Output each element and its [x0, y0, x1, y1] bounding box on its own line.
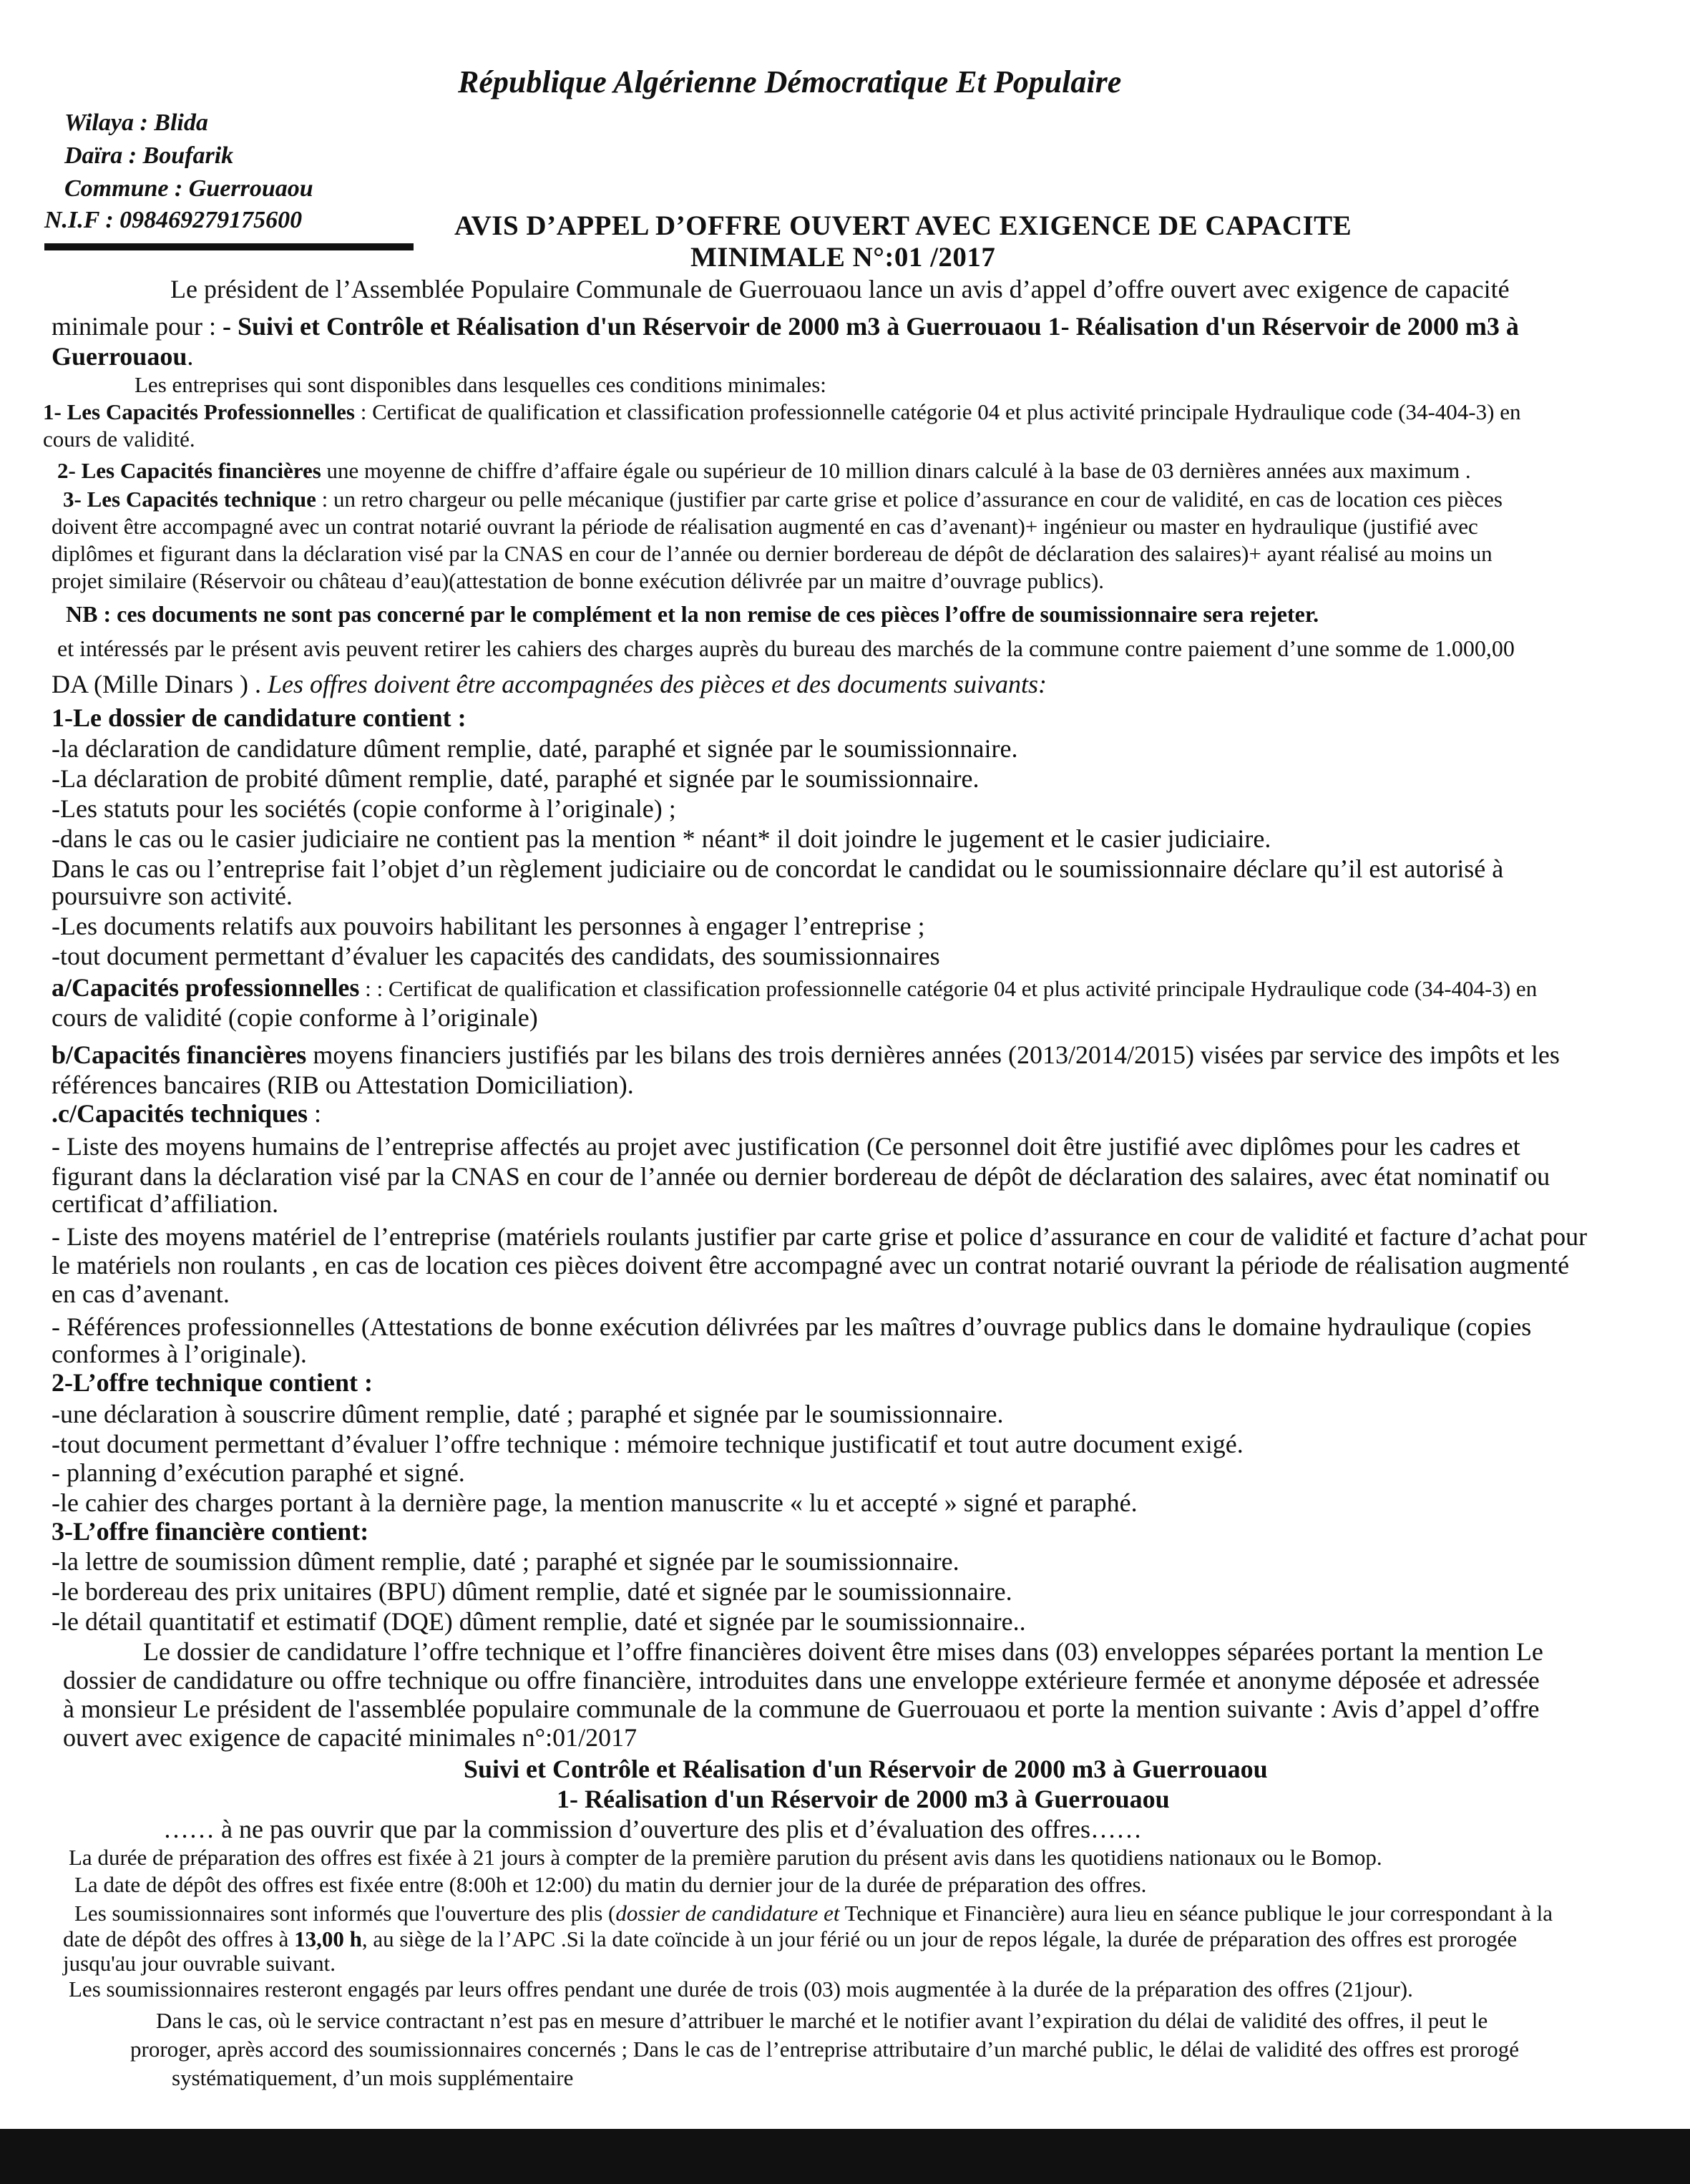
capacites-financieres: b/Capacités financières moyens financiers justifiés par les bilans des trois dernières années (2013/2014/2015) visées par service des impôts et les: [52, 1040, 1560, 1069]
prorogation-line: Dans le cas, où le service contractant n’est pas en mesure d’attribuer le marché et le notifier avant l’expiration du délai de validité des offres, il peut le: [156, 2008, 1488, 2033]
dossier-item: Dans le cas ou l’entreprise fait l’objet d’un règlement judiciaire ou de concordat le candidat ou le soumissionnaire déclare qu’il est autorisé à: [52, 854, 1504, 883]
prorogation-line: systématiquement, d’un mois supplémentaire: [172, 2065, 574, 2090]
condition-1: 1- Les Capacités Professionnelles : Certificat de qualification et classification professionnelle catégorie 04 et plus activité principale Hydraulique code (34-404-3) en: [43, 399, 1521, 424]
conditions-lead: Les entreprises qui sont disponibles dans lesquelles ces conditions minimales:: [135, 372, 826, 397]
capacites-techniques-item: - Liste des moyens humains de l’entreprise affectés au projet avec justification (Ce personnel doit être justifié avec diplômes pour les cadres et: [52, 1132, 1520, 1161]
condition-3: 3- Les Capacités technique : un retro chargeur ou pelle mécanique (justifier par carte grise et police d’assurance en cour de validité, en cas de location ces pièces: [63, 487, 1503, 512]
condition-2: 2- Les Capacités financières une moyenne de chiffre d’affaire égale ou supérieur de 10 million dinars calculé à la base de 03 dernières années aux maximum .: [57, 458, 1471, 483]
commune-line: Commune : Guerrouaou: [64, 175, 313, 202]
dossier-item: -La déclaration de probité dûment remplie, daté, paraphé et signée par le soumissionnaire.: [52, 764, 980, 793]
delai-preparation: La durée de préparation des offres est fixée à 21 jours à compter de la première parution du présent avis dans les quotidiens nationaux ou le Bomop.: [69, 1845, 1382, 1870]
offre-financiere-item: -le bordereau des prix unitaires (BPU) dûment remplie, daté et signée par le soumissionnaire.: [52, 1577, 1012, 1606]
dossier-item: -Les statuts pour les sociétés (copie conforme à l’originale) ;: [52, 794, 676, 823]
capacites-techniques-item: - Références professionnelles (Attestations de bonne exécution délivrées par les maîtres d’ouvrage publics dans le domaine hydraulique (copies: [52, 1312, 1532, 1341]
dossier-heading: 1-Le dossier de candidature contient :: [52, 703, 467, 732]
depot-line: ouvert avec exigence de capacité minimales n°:01/2017: [63, 1723, 638, 1752]
engagement-offres: Les soumissionnaires resteront engagés par leurs offres pendant une durée de trois (03) mois augmentée à la durée de la préparation des offres (21jour).: [69, 1976, 1413, 2002]
offre-financiere-item: -la lettre de soumission dûment remplie, daté ; paraphé et signée par le soumissionnaire.: [52, 1547, 959, 1576]
depot-line: Le dossier de candidature l’offre technique et l’offre financières doivent être mises dans (03) enveloppes séparées portant la mention Le: [143, 1637, 1543, 1666]
intro-line2: minimale pour : - Suivi et Contrôle et Réalisation d'un Réservoir de 2000 m3 à Guerrouaou 1- Réalisation d'un Réservoir de 2000 m3 à: [52, 312, 1519, 341]
capacites-techniques-item: conformes à l’originale).: [52, 1340, 307, 1368]
ouverture-plis-cont2: jusqu'au jour ouvrable suivant.: [63, 1951, 336, 1976]
project-title-2: 1- Réalisation d'un Réservoir de 2000 m3 à Guerrouaou: [557, 1785, 1170, 1813]
dossier-item: -la déclaration de candidature dûment remplie, daté, paraphé et signée par le soumissionnaire.: [52, 734, 1018, 763]
offre-technique-item: -une déclaration à souscrire dûment remplie, daté ; paraphé et signée par le soumissionnaire.: [52, 1400, 1004, 1428]
project-title-inline: - Suivi et Contrôle et Réalisation d'un Réservoir de 2000 m3 à Guerrouaou 1- Réalisation d'un Réservoir de 2000 m3 à: [222, 312, 1519, 341]
offre-technique-item: - planning d’exécution paraphé et signé.: [52, 1458, 465, 1487]
capacites-techniques-item: figurant dans la déclaration visé par la CNAS en cour de l’année ou dernier bordereau de dépôt de déclaration des salaires, avec état nominatif ou: [52, 1162, 1550, 1191]
capacites-professionnelles-cont: cours de validité (copie conforme à l’originale): [52, 1003, 538, 1032]
offre-financiere-item: -le détail quantitatif et estimatif (DQE) dûment remplie, daté et signée par le soumissionnaire..: [52, 1607, 1026, 1636]
republic-heading: République Algérienne Démocratique Et Populaire: [458, 64, 1122, 99]
offre-technique-heading: 2-L’offre technique contient :: [52, 1368, 373, 1397]
depot-line: dossier de candidature ou offre technique ou offre financière, introduites dans une enveloppe extérieure fermée et anonyme déposée et adressée: [63, 1666, 1540, 1695]
capacites-professionnelles: a/Capacités professionnelles : : Certificat de qualification et classification professionnelle catégorie 04 et plus activité principale Hydraulique code (34-404-3) en: [52, 973, 1538, 1002]
depot-line: à monsieur Le président de l'assemblée populaire communale de la commune de Guerrouaou et porte la mention suivante : Avis d’appel d’offre: [63, 1695, 1540, 1723]
capacites-techniques-item: - Liste des moyens matériel de l’entreprise (matériels roulants justifier par carte grise et police d’assurance en cour de validité et facture d’achat pour: [52, 1222, 1588, 1251]
offre-technique-item: -tout document permettant d’évaluer l’offre technique : mémoire technique justificatif et tout autre document exigé.: [52, 1430, 1244, 1458]
capacites-techniques-item: certificat d’affiliation.: [52, 1189, 279, 1218]
condition-3-line2: doivent être accompagné avec un contrat notarié ouvrant la période de réalisation augmenté en cas d’avenant)+ ingénieur ou master en hydraulique (justifié avec: [52, 514, 1478, 539]
prorogation-line: proroger, après accord des soumissionnaires concernés ; Dans le cas de l’entreprise attributaire d’un marché public, le délai de validité des offres est prorogé: [130, 2037, 1519, 2062]
offre-financiere-heading: 3-L’offre financière contient:: [52, 1517, 369, 1546]
ouverture-plis-cont: date de dépôt des offres à 13,00 h, au siège de la l’APC .Si la date coïncide à un jour férié ou un jour de repos légale, la durée de préparation des offres est prorogée: [63, 1926, 1518, 1951]
ouverture-plis: Les soumissionnaires sont informés que l'ouverture des plis (dossier de candidature et Technique et Financière) aura lieu en séance publique le jour correspondant à la: [74, 1901, 1553, 1926]
dossier-item: -tout document permettant d’évaluer les capacités des candidats, des soumissionnaires: [52, 942, 940, 970]
condition-3-line3: diplômes et figurant dans la déclaration visé par la CNAS en cour de l’année ou dernier bordereau de dépôt de déclaration des salaires)+ ayant réalisé au moins un: [52, 541, 1493, 566]
dossier-item: poursuivre son activité.: [52, 882, 293, 910]
capacites-financieres-cont: références bancaires (RIB ou Attestation Domiciliation).: [52, 1071, 634, 1099]
date-depot: La date de dépôt des offres est fixée entre (8:00h et 12:00) du matin du dernier jour de la durée de préparation des offres.: [74, 1872, 1147, 1897]
nif-line: N.I.F : 098469279175600: [44, 207, 303, 233]
envelope-mention: …… à ne pas ouvrir que par la commission d’ouverture des plis et d’évaluation des offres……: [163, 1815, 1142, 1843]
notice-title-line2: MINIMALE N°:01 /2017: [690, 242, 996, 273]
scan-border: [0, 2129, 1690, 2184]
header-divider: [44, 243, 414, 250]
daira-line: Daïra : Boufarik: [64, 142, 234, 169]
notice-title-line1: AVIS D’APPEL D’OFFRE OUVERT AVEC EXIGENCE DE CAPACITE: [454, 210, 1352, 241]
capacites-techniques-heading: .c/Capacités techniques :: [52, 1099, 321, 1128]
wilaya-line: Wilaya : Blida: [64, 109, 208, 136]
nb-note: NB : ces documents ne sont pas concerné par le complément et la non remise de ces pièces l’offre de soumissionnaire sera rejeter.: [66, 601, 1319, 627]
dossier-item: -dans le cas ou le casier judiciaire ne contient pas la mention * néant* il doit joindre le jugement et le casier judiciaire.: [52, 824, 1271, 853]
intro-line1: Le président de l’Assemblée Populaire Communale de Guerrouaou lance un avis d’appel d’offre ouvert avec exigence de capacité: [170, 275, 1510, 303]
capacites-techniques-item: en cas d’avenant.: [52, 1279, 230, 1308]
dossier-item: -Les documents relatifs aux pouvoirs habilitant les personnes à engager l’entreprise ;: [52, 912, 925, 940]
retrait-line2: DA (Mille Dinars ) . Les offres doivent être accompagnées des pièces et des documents suivants:: [52, 670, 1047, 698]
capacites-techniques-item: le matériels non roulants , en cas de location ces pièces doivent être accompagné avec un contrat notarié ouvrant la période de réalisation augmenté: [52, 1251, 1570, 1279]
condition-1-cont: cours de validité.: [43, 426, 195, 452]
condition-3-line4: projet similaire (Réservoir ou château d’eau)(attestation de bonne exécution délivrée par un maitre d’ouvrage publics).: [52, 568, 1105, 593]
offre-technique-item: -le cahier des charges portant à la dernière page, la mention manuscrite « lu et accepté » signé et paraphé.: [52, 1488, 1138, 1517]
project-title-1: Suivi et Contrôle et Réalisation d'un Réservoir de 2000 m3 à Guerrouaou: [464, 1755, 1268, 1783]
retrait-line1: et intéressés par le présent avis peuvent retirer les cahiers des charges auprès du bureau des marchés de la commune contre paiement d’une somme de 1.000,00: [57, 635, 1515, 661]
intro-line3: Guerrouaou.: [52, 342, 194, 371]
